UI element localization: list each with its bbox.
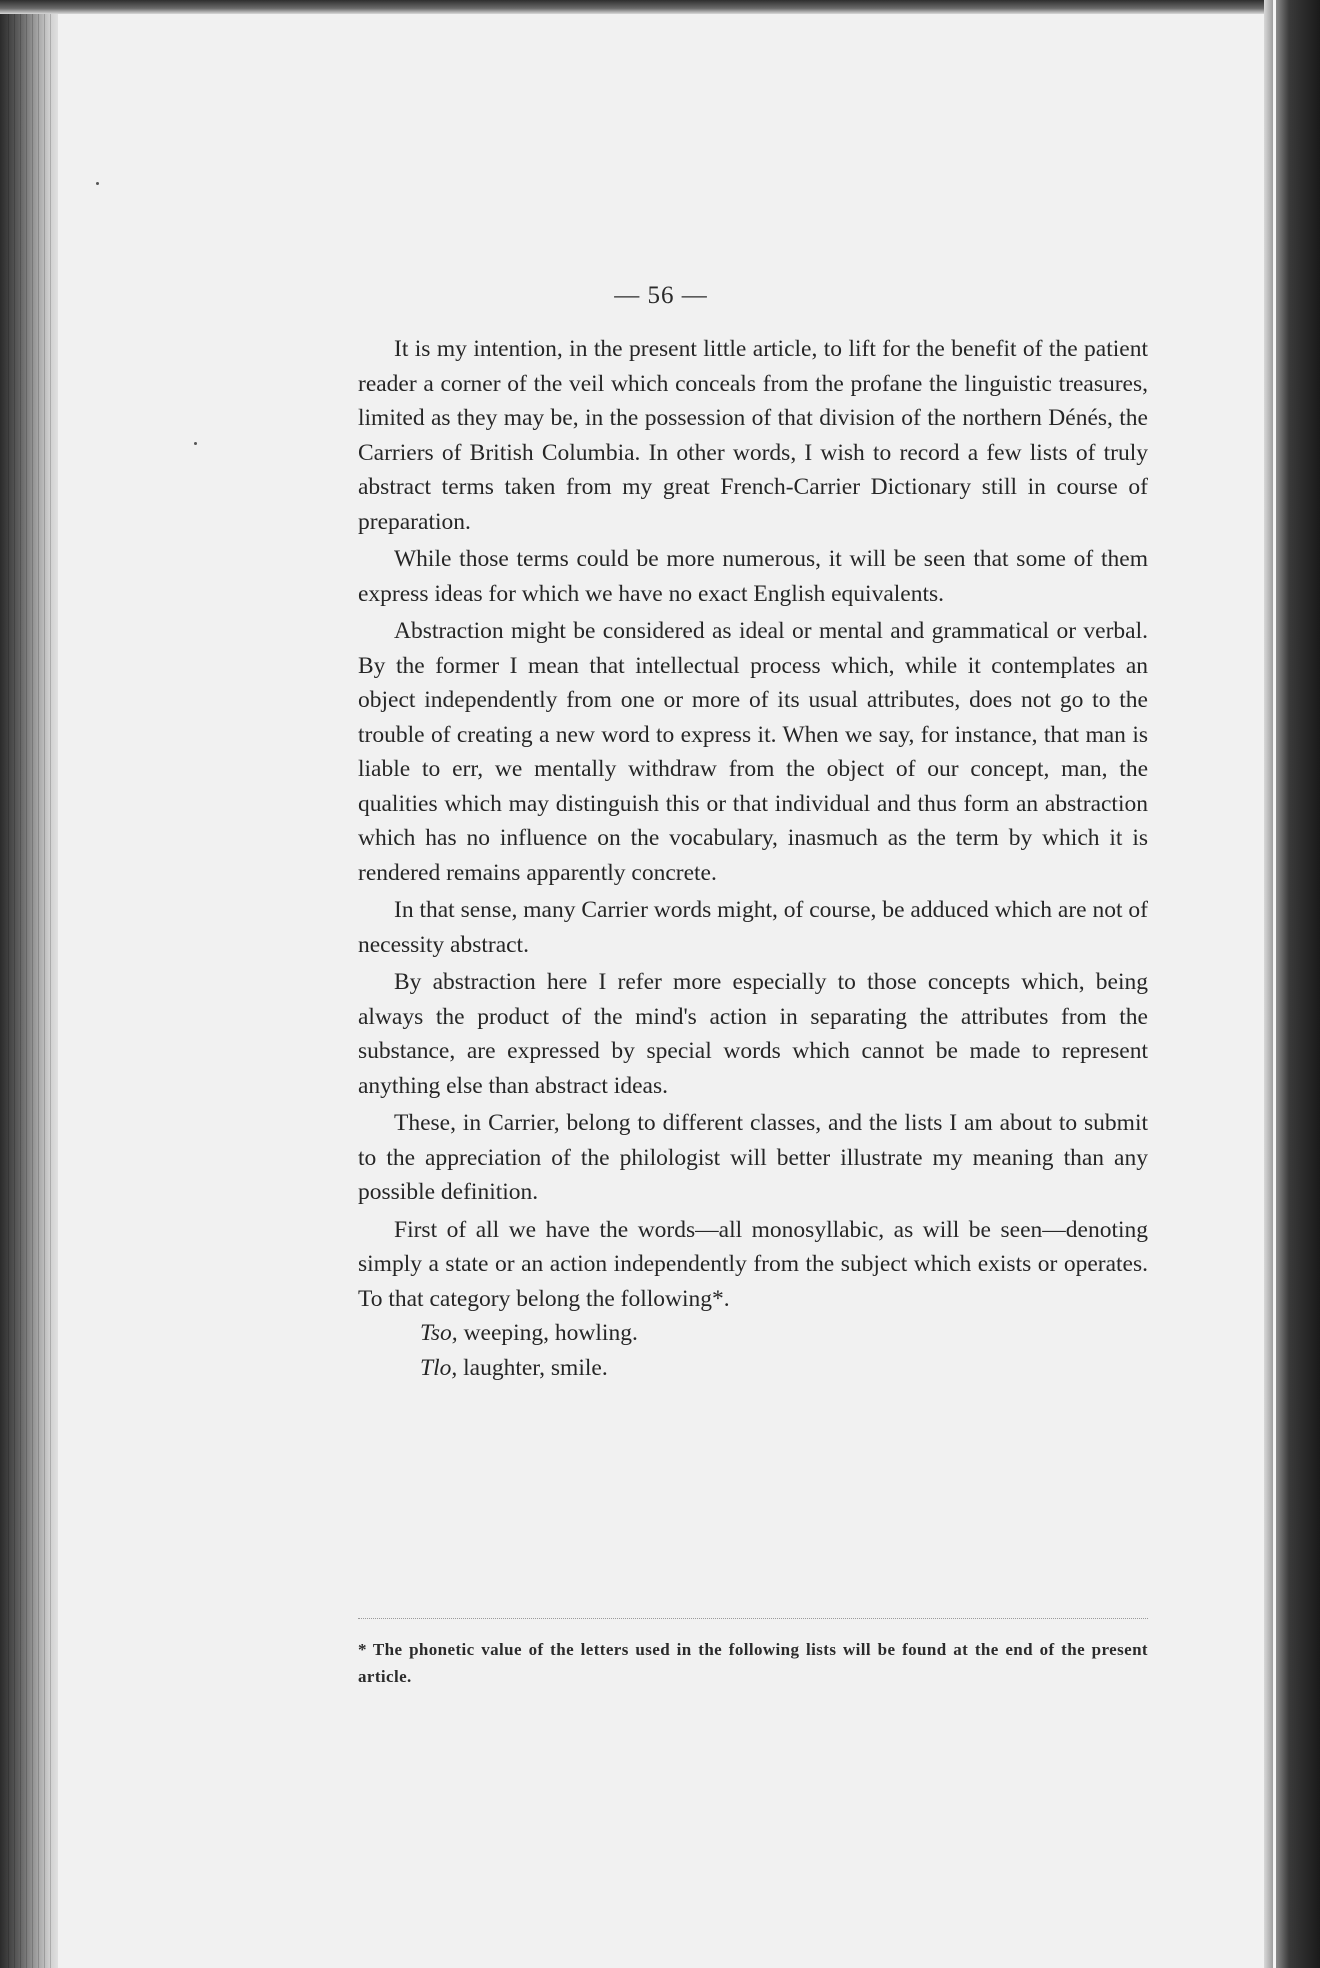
paragraph: These, in Carrier, belong to different classes, and the lists I am about to submit to the appreciation of the philologist will better illustrate my meaning than any possible definition. [358, 1110, 1148, 1205]
word-list [358, 1316, 1148, 1385]
term-meaning: weeping, howling. [463, 1320, 638, 1346]
book-binding-gutter [0, 0, 58, 1968]
top-scan-edge [0, 0, 1320, 14]
book-page [58, 14, 1264, 1968]
page-number: — 56 — [614, 282, 708, 309]
footnote-marker: * [358, 1640, 367, 1659]
paragraph: Abstraction might be considered as ideal or mental and grammatical or verbal. By the former I mean that intellectual process which, while it contemplates an object independently from one or more of its usual attributes, does not go to the trouble of creating a new word to express it. When we say, for instance, that man is liable to err, we mentally withdraw from the object of our concept, man, the qualities which may distinguish this or that individual and thus form an abstraction which has no influence on the vocabulary, inasmuch as the term by which it is rendered remains apparently concrete. [358, 618, 1148, 886]
carrier-term: Tso, [420, 1320, 458, 1346]
paragraph: It is my intention, in the present little article, to lift for the benefit of the patient reader a corner of the veil which conceals from the profane the linguistic treasures, limited as they may be, in the possession of that division of the northern Dénés, the Carriers of British Columbia. In other words, I wish to record a few lists of truly abstract terms taken from my great French-Carrier Dictionary still in course of preparation. [358, 336, 1148, 535]
scan-speck [194, 442, 197, 445]
paragraph: By abstraction here I refer more especially to those concepts which, being always the product of the mind's action in separating the attributes from the substance, are expressed by special words which cannot be made to represent anything else than abstract ideas. [358, 969, 1148, 1099]
body-text [358, 332, 1148, 1385]
paragraph: In that sense, many Carrier words might, of course, be adduced which are not of necessity abstract. [358, 897, 1148, 958]
footnote-text: The phonetic value of the letters used in the following lists will be found at the end of the present article. [358, 1640, 1148, 1686]
carrier-term: Tlo, [420, 1354, 458, 1381]
page-edge-highlight [1273, 0, 1276, 1968]
term-meaning: laughter, smile. [463, 1354, 608, 1381]
footnote [358, 1636, 1148, 1690]
binding-page-edges [8, 0, 54, 1968]
footnote-divider [358, 1618, 1148, 1619]
scan-speck [96, 182, 99, 185]
paragraph: First of all we have the words—all monosyllabic, as will be seen—denoting simply a state or an action independently from the subject which exists or operates. To that category belong the following*. [358, 1216, 1148, 1312]
list-item [358, 1316, 1148, 1351]
paragraph: While those terms could be more numerous, it will be seen that some of them express ideas for which we have no exact English equivalents. [358, 546, 1148, 607]
list-item [358, 1351, 1148, 1386]
